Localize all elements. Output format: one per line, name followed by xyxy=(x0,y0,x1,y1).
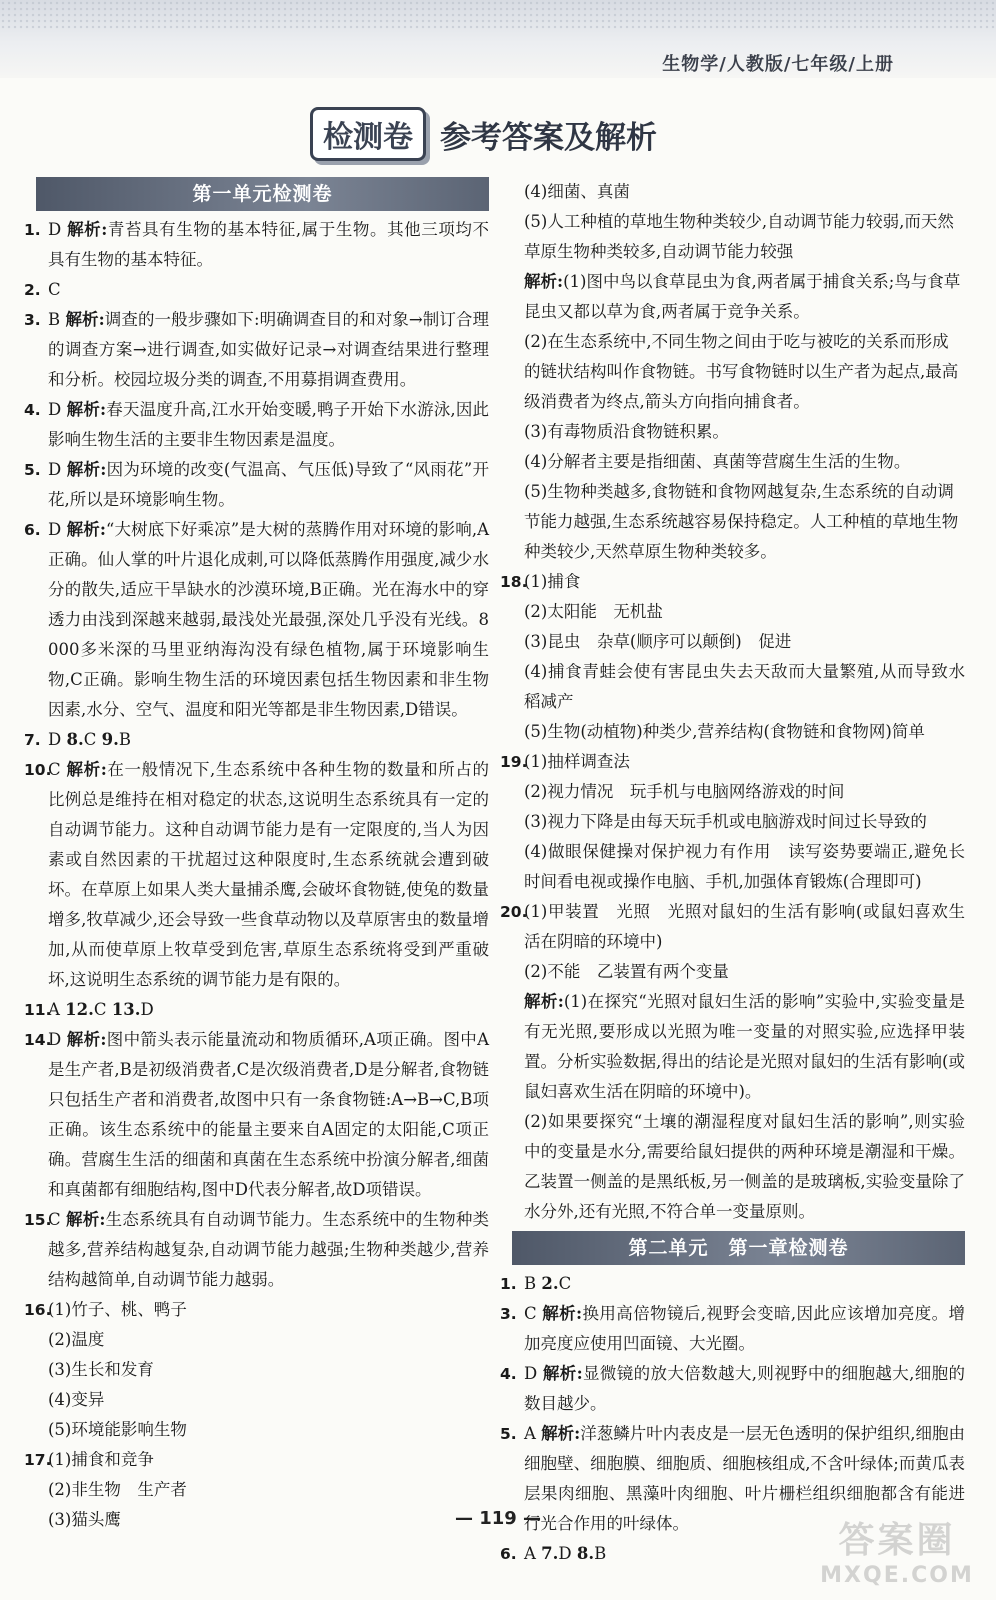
answer-line: C 解析:换用高倍物镜后,视野会变暗,因此应该增加亮度。增加亮度应使用凹面镜、大光圈。 xyxy=(524,1304,965,1353)
answer-line: D 解析:图中箭头表示能量流动和物质循环,A项正确。图中A是生产者,B是初级消费者,C是次级消费者,D是分解者,食物链只包括生产者和消费者,故图中只有一条食物链:A→B→C,B项正确。该生态系统中的能量主要来自A固定的太阳能,C项正确。营腐生生活的细菌和真菌在生态系统中扮演分解者,细菌和真菌都有细胞结构,图中D代表分解者,故D项错误。 xyxy=(48,1030,489,1199)
answer-line: (3)昆虫 杂草(顺序可以颠倒) 促进 xyxy=(524,632,792,651)
answer-line: (4)细菌、真菌 xyxy=(524,182,630,201)
section-heading-unit1: 第一单元检测卷 xyxy=(36,177,489,211)
answer-number: 17. xyxy=(24,1451,52,1469)
answer-item xyxy=(24,1295,489,1445)
answer-line: D 解析:青苔具有生物的基本特征,属于生物。其他三项均不具有生物的基本特征。 xyxy=(48,220,489,269)
answer-item xyxy=(500,567,965,747)
answer-line: (2)温度 xyxy=(48,1330,105,1349)
answer-item xyxy=(24,395,489,455)
answer-line: (2)如果要探究“土壤的潮湿程度对鼠妇生活的影响”,则实验中的变量是水分,需要给鼠妇提供的两种环境是潮湿和干燥。乙装置一侧盖的是黑纸板,另一侧盖的是玻璃板,实验变量除了水分外,还有光照,不符合单一变量原则。 xyxy=(524,1112,965,1221)
answer-line: (1)抽样调查法 xyxy=(524,752,630,771)
answer-line: (5)人工种植的草地生物种类较少,自动调节能力较弱,而天然草原生物种类较多,自动调节能力较强 xyxy=(524,212,954,261)
answer-item xyxy=(500,1299,965,1359)
answer-item xyxy=(24,275,489,305)
answer-line: A 解析:洋葱鳞片叶内表皮是一层无色透明的保护组织,细胞由细胞壁、细胞膜、细胞质、细胞核组成,不含叶绿体;而黄瓜表层果肉细胞、黑藻叶肉细胞、叶片栅栏组织细胞都含有能进行光合作用的叶绿体。 xyxy=(524,1424,966,1533)
answer-line: D 解析:显微镜的放大倍数越大,则视野中的细胞越大,细胞的数目越少。 xyxy=(524,1364,965,1413)
answer-line: (2)不能 乙装置有两个变量 xyxy=(524,962,729,981)
answer-number: 11. xyxy=(24,1001,52,1019)
answer-line: (5)生物种类越多,食物链和食物网越复杂,生态系统的自动调节能力越强,生态系统越容易保持稳定。人工种植的草地生物种类较少,天然草原生物种类较多。 xyxy=(524,482,959,561)
answer-line: (2)非生物 生产者 xyxy=(48,1480,187,1499)
answer-number: 20. xyxy=(500,903,528,921)
answer-item xyxy=(24,455,489,515)
answer-line: (1)捕食和竞争 xyxy=(48,1450,154,1469)
answer-number: 2. xyxy=(24,281,41,299)
answer-item xyxy=(24,755,489,995)
title-text: 参考答案及解析 xyxy=(440,119,657,156)
answer-line: (5)环境能影响生物 xyxy=(48,1420,187,1439)
answer-number: 6. xyxy=(500,1545,517,1563)
answer-number: 14. xyxy=(24,1031,52,1049)
answer-line: B 2.C xyxy=(524,1274,572,1293)
answer-number: 3. xyxy=(500,1305,517,1323)
answer-number: 6. xyxy=(24,521,41,539)
answer-line: (1)甲装置 光照 光照对鼠妇的生活有影响(或鼠妇喜欢生活在阴暗的环境中) xyxy=(524,902,965,951)
answer-line: 解析:(1)在探究“光照对鼠妇生活的影响”实验中,实验变量是有无光照,要形成以光照为唯一变量的对照实验,应选择甲装置。分析实验数据,得出的结论是光照对鼠妇的生活有影响(或鼠妇喜欢生活在阴暗的环境中)。 xyxy=(524,992,965,1101)
answer-line: D 解析:春天温度升高,江水开始变暖,鸭子开始下水游泳,因此影响生物生活的主要非生物因素是温度。 xyxy=(48,400,489,449)
q17-continuation xyxy=(500,177,965,567)
answer-line: 解析:(1)图中鸟以食草昆虫为食,两者属于捕食关系;鸟与食草昆虫又都以草为食,两者属于竞争关系。 xyxy=(524,272,961,321)
right-column xyxy=(500,177,965,1569)
answer-line: B 解析:调查的一般步骤如下:明确调查目的和对象→制订合理的调查方案→进行调查,如实做好记录→对调查结果进行整理和分析。校园垃圾分类的调查,不用募捐调查费用。 xyxy=(48,310,489,389)
answer-number: 4. xyxy=(24,401,41,419)
answer-line: (4)捕食青蛙会使有害昆虫失去天敌而大量繁殖,从而导致水稻减产 xyxy=(524,662,965,711)
watermark-text: 答案圈 xyxy=(838,1520,956,1561)
right-answer-list xyxy=(500,567,965,1227)
answer-line: (2)视力情况 玩手机与电脑网络游戏的时间 xyxy=(524,782,845,801)
answer-line: (4)做眼保健操对保护视力有作用 读写姿势要端正,避免长时间看电视或操作电脑、手机,加强体育锻炼(合理即可) xyxy=(524,842,965,891)
watermark-url: MXQE.COM xyxy=(820,1563,974,1588)
answer-line: (3)猫头鹰 xyxy=(48,1510,121,1529)
answer-number: 4. xyxy=(500,1365,517,1383)
answer-line: (2)在生态系统中,不同生物之间由于吃与被吃的关系而形成的链状结构叫作食物链。书写食物链时以生产者为起点,最高级消费者为终点,箭头方向指向捕食者。 xyxy=(524,332,959,411)
answer-line: D 8.C 9.B xyxy=(48,730,131,749)
answer-item xyxy=(500,897,965,1227)
answer-line: D 解析:因为环境的改变(气温高、气压低)导致了“风雨花”开花,所以是环境影响生物。 xyxy=(48,460,489,509)
answer-line: C 解析:在一般情况下,生态系统中各种生物的数量和所占的比例总是维持在相对稳定的状态,这说明生态系统具有一定的自动调节能力。这种自动调节能力是有一定限度的,当人为因素或自然因素的干扰超过这种限度时,生态系统就会遭到破坏。在草原上如果人类大量捕杀鹰,会破坏食物链,使兔的数量增多,牧草减少,还会导致一些食草动物以及草原害虫的数量增加,从而使草原上牧草受到危害,草原生态系统将受到严重破坏,这说明生态系统的调节能力是有限的。 xyxy=(48,760,490,989)
answer-line: (4)变异 xyxy=(48,1390,105,1409)
title-box: 检测卷 xyxy=(310,107,426,161)
answer-item xyxy=(24,1025,489,1205)
answer-number: 5. xyxy=(24,461,41,479)
answer-number: 15. xyxy=(24,1211,52,1229)
answer-number: 7. xyxy=(24,731,41,749)
answer-item xyxy=(24,515,489,725)
answer-line: (3)有毒物质沿食物链积累。 xyxy=(524,422,729,441)
answer-number: 10. xyxy=(24,761,52,779)
watermark-logo xyxy=(812,1512,982,1592)
answer-item xyxy=(24,305,489,395)
book-label: 生物学/人教版/七年级/上册 xyxy=(662,54,894,75)
answer-item xyxy=(24,725,489,755)
left-answer-list xyxy=(24,215,489,1535)
answer-item xyxy=(24,1205,489,1295)
answer-line: (1)捕食 xyxy=(524,572,581,591)
page-title xyxy=(310,108,657,160)
left-column xyxy=(24,177,489,1535)
answer-item xyxy=(500,1359,965,1419)
answer-number: 19. xyxy=(500,753,528,771)
answer-item xyxy=(500,1269,965,1299)
answer-number: 5. xyxy=(500,1425,517,1443)
answer-line: (3)生长和发育 xyxy=(48,1360,154,1379)
answer-number: 16. xyxy=(24,1301,52,1319)
page-number: — 119 — xyxy=(454,1508,542,1529)
answer-number: 3. xyxy=(24,311,41,329)
section-heading-unit2: 第二单元 第一章检测卷 xyxy=(512,1231,965,1265)
answer-item xyxy=(500,747,965,897)
answer-number: 1. xyxy=(500,1275,517,1293)
answer-line: A 7.D 8.B xyxy=(524,1544,607,1563)
answer-number: 1. xyxy=(24,221,41,239)
answer-item xyxy=(24,215,489,275)
answer-line: C 解析:生态系统具有自动调节能力。生态系统中的生物种类越多,营养结构越复杂,自动调节能力越强;生物种类越少,营养结构越简单,自动调节能力越弱。 xyxy=(48,1210,490,1289)
answer-number: 18. xyxy=(500,573,528,591)
answer-item xyxy=(24,995,489,1025)
answer-line: (5)生物(动植物)种类少,营养结构(食物链和食物网)简单 xyxy=(524,722,925,741)
header-dot-pattern xyxy=(0,0,996,30)
answer-line: (4)分解者主要是指细菌、真菌等营腐生生活的生物。 xyxy=(524,452,911,471)
answer-line: A 12.C 13.D xyxy=(48,1000,154,1019)
answer-line: (1)竹子、桃、鸭子 xyxy=(48,1300,187,1319)
answer-line: C xyxy=(48,280,61,299)
answer-line: D 解析:“大树底下好乘凉”是大树的蒸腾作用对环境的影响,A正确。仙人掌的叶片退化成刺,可以降低蒸腾作用强度,减少水分的散失,适应干旱缺水的沙漠环境,B正确。光在海水中的穿透力由浅到深越来越弱,最浅处光最强,深处几乎没有光线。8 000多米深的马里亚纳海沟没有绿色植物,属于环境影响生物,C正确。影响生物生活的环境因素包括生物因素和非生物因素,水分、空气、温度和阳光等都是非生物因素,D错误。 xyxy=(48,520,490,719)
answer-line: (2)太阳能 无机盐 xyxy=(524,602,663,621)
answer-line: (3)视力下降是由每天玩手机或电脑游戏时间过长导致的 xyxy=(524,812,927,831)
